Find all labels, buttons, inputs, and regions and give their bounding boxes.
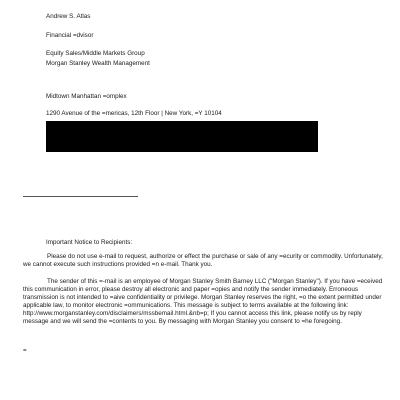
sender-title: Financial =dvisor bbox=[46, 32, 94, 39]
notice-paragraph-2: The sender of this =-mail is an employee of Morgan Stanley Smith Barney LLC ("Morgan Stanley"). If you have =eceived this communication in error, please destroy all electronic and paper =opies and notify the sender immediately. Erroneous transmission is not intended to =aive confidentiality or privilege. Morgan Stanley reserves the right, =o the extent permitted under applicable law, to monitor electronic =ommunications. This message is subject to terms available at the following link: http://www.morganstanley.com/disclaimers/mssbemail.html.&nb=p; If you cannot access this link, please notify us by reply message and we will send the =contents to you. By messaging with Morgan Stanley you consent to =he foregoing. bbox=[23, 278, 383, 325]
sender-name: Andrew S. Atlas bbox=[46, 13, 91, 20]
divider-line bbox=[23, 196, 138, 197]
notice-heading: Important Notice to Recipients: bbox=[46, 239, 133, 246]
office-address: 1290 Avenue of the =mericas, 12th Floor | New York, =Y 10104 bbox=[46, 110, 222, 117]
trailing-mark: = bbox=[23, 347, 27, 354]
sender-firm: Morgan Stanley Wealth Management bbox=[46, 60, 150, 67]
redaction-block bbox=[46, 121, 318, 152]
notice-paragraph-1: Please do not use e-mail to request, authorize or effect the purchase or sale of any =ecurity or commodity. Unfortunately, we cannot execute such instructions provided =n e-mail. Thank you. bbox=[23, 253, 383, 268]
office-location: Midtown Manhattan =omplex bbox=[46, 93, 127, 100]
sender-group: Equity Sales/Middle Markets Group bbox=[46, 50, 145, 57]
